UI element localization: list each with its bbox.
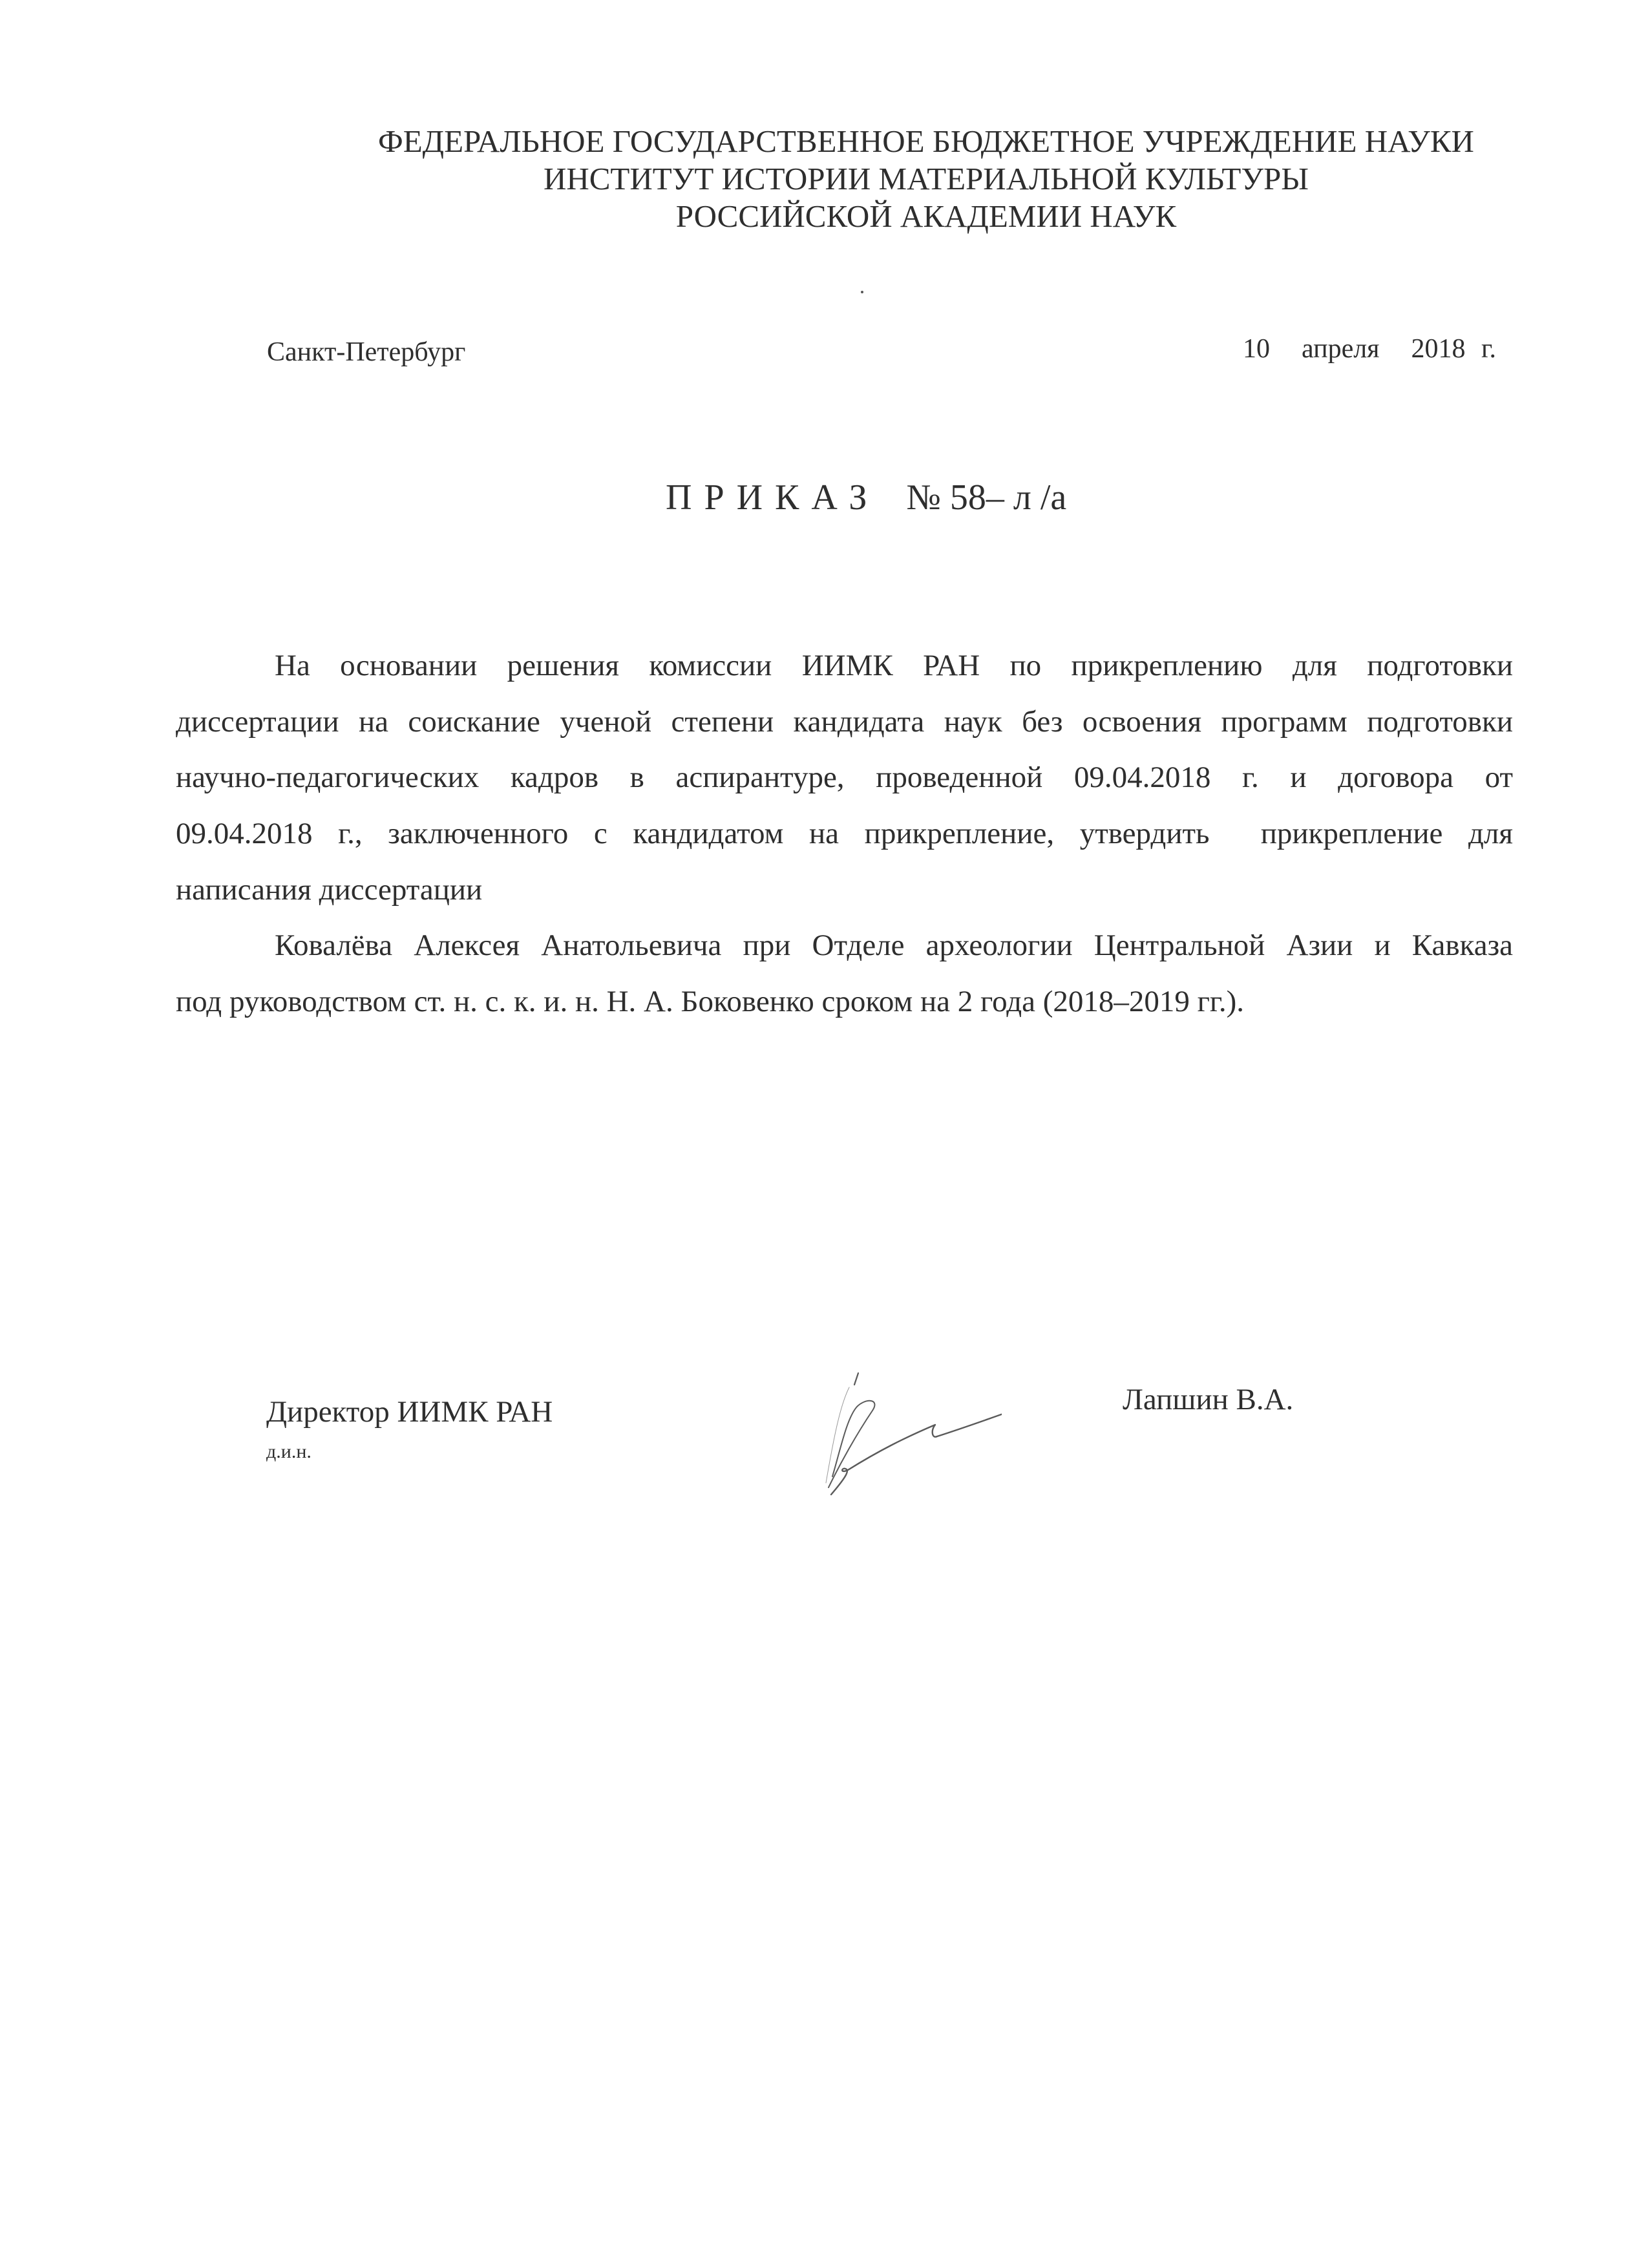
body-paragraph-1-line-2: диссертации на соискание ученой степени кандидата наук без освоения программ подготовки [176,705,1513,739]
signature-stroke-tick [854,1373,858,1385]
signer-name: Лапшин В.А. [1123,1383,1294,1416]
body-paragraph-1-line-1: На основании решения комиссии ИИМК РАН по прикреплению для подготовки [275,649,1513,682]
body-paragraph-1-line-5: написания диссертации [176,873,483,907]
signature-stroke-loop [829,1401,874,1487]
document-title [666,477,1066,518]
order-number: № 58– л /а [906,478,1067,518]
header-organization-line-1: ФЕДЕРАЛЬНОЕ ГОСУДАРСТВЕННОЕ БЮДЖЕТНОЕ УЧРЕЖДЕНИЕ НАУКИ [378,123,1474,159]
place-of-issue: Санкт-Петербург [267,337,466,367]
handwritten-signature [821,1367,1002,1502]
signer-position: Директор ИИМК РАН [266,1395,553,1429]
document-date: 10 апреля 2018 г. [1243,334,1496,364]
body-paragraph-1-line-4: 09.04.2018 г., заключенного с кандидатом на прикрепление, утвердить прикрепление для [176,817,1513,850]
body-paragraph-2-line-1: Ковалёва Алексея Анатольевича при Отделе археологии Центральной Азии и Кавказа [275,929,1513,962]
header-organization-line-3: РОССИЙСКОЙ АКАДЕМИИ НАУК [675,198,1177,234]
body-paragraph-2-line-2: под руководством ст. н. с. к. и. н. Н. А. Боковенко сроком на 2 года (2018–2019 гг.). [176,985,1245,1018]
scan-speck [861,291,863,293]
signer-degree: д.и.н. [266,1441,312,1462]
body-paragraph-1-line-3: научно-педагогических кадров в аспирантуре, проведенной 09.04.2018 г. и договора от [176,761,1513,794]
header-organization-line-2: ИНСТИТУТ ИСТОРИИ МАТЕРИАЛЬНОЙ КУЛЬТУРЫ [543,161,1309,196]
order-title-word: ПРИКАЗ [666,478,880,518]
signature-stroke-main [831,1413,1002,1495]
